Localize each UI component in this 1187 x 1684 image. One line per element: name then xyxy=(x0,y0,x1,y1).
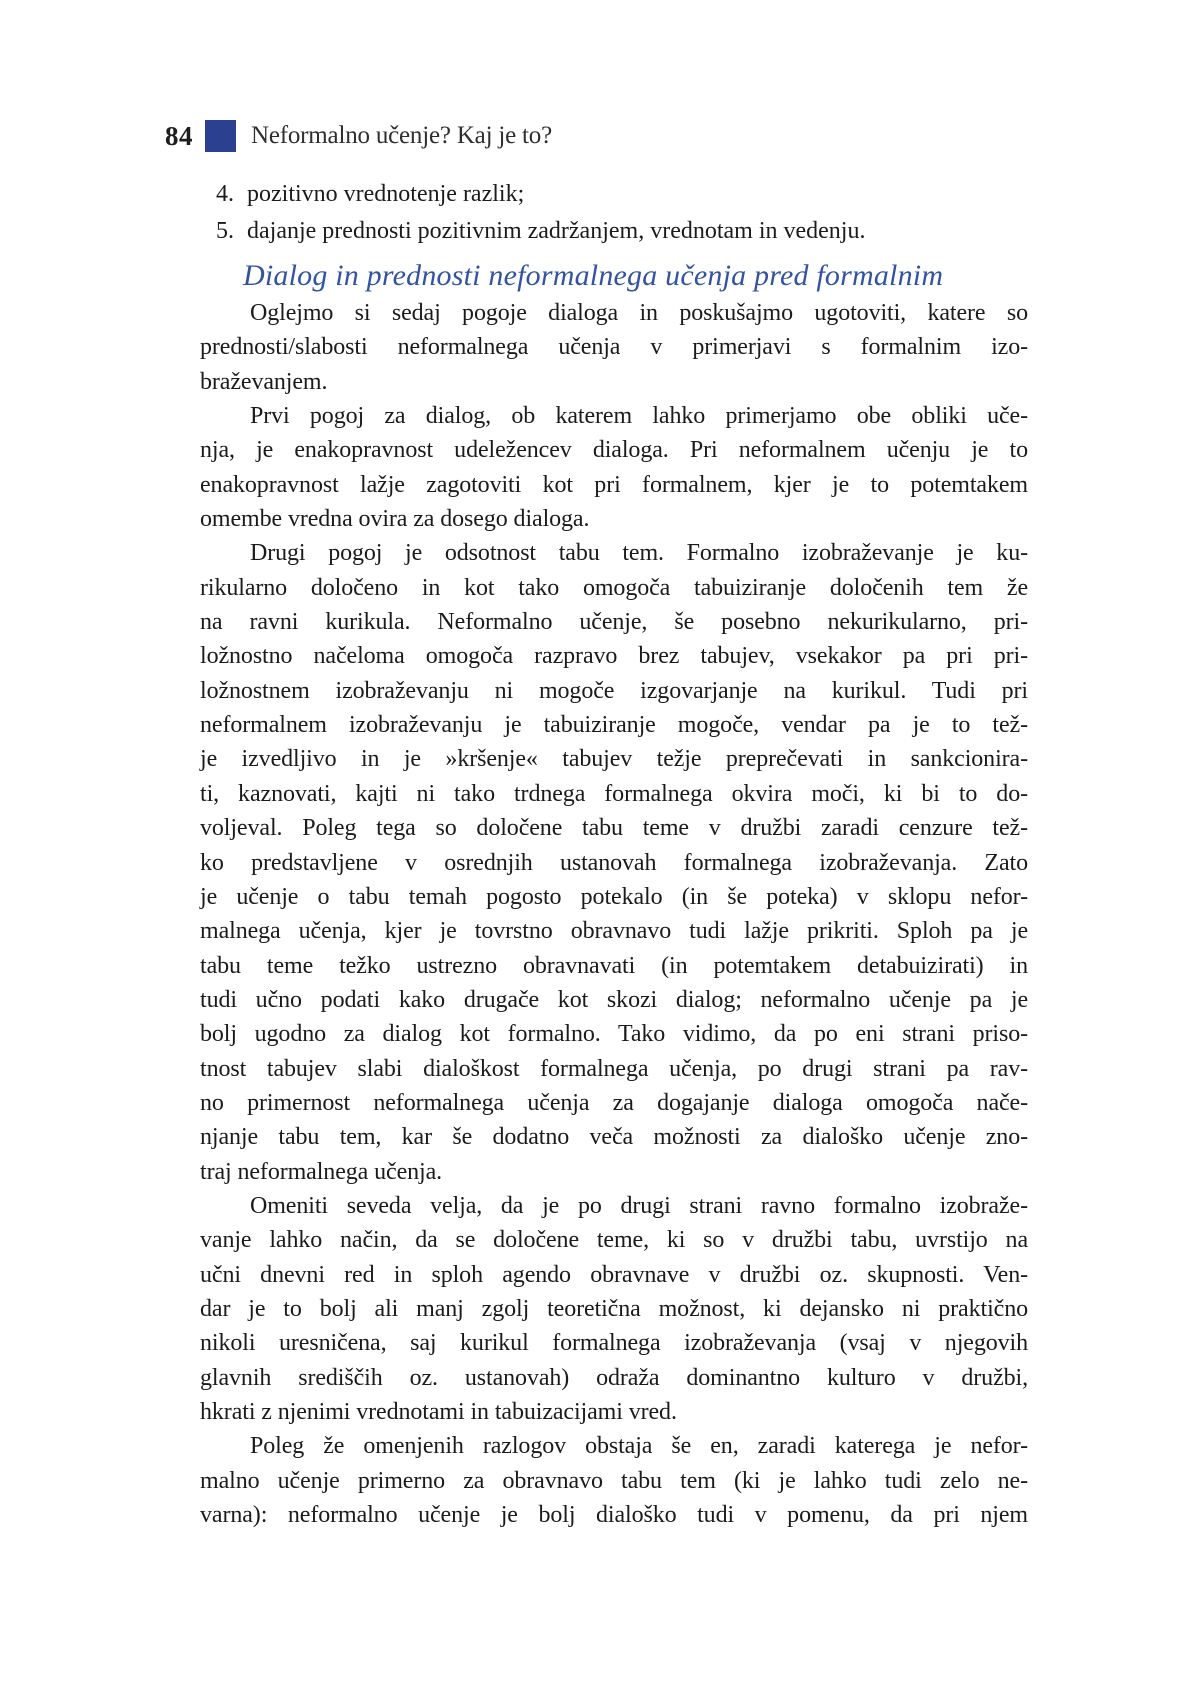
paragraph-line: tudi učno podati kako drugače kot skozi dialog; neformalno učenje pa je xyxy=(200,986,1028,1013)
paragraph-line: varna): neformalno učenje je bolj dialoško tudi v pomenu, da pri njem xyxy=(200,1502,1028,1529)
paragraph-line: traj neformalnega učenja. xyxy=(200,1158,443,1185)
paragraph-line: voljeval. Poleg tega so določene tabu teme v družbi zaradi cenzure tež- xyxy=(200,815,1028,842)
paragraph-line: Oglejmo si sedaj pogoje dialoga in poskušajmo ugotoviti, katere so xyxy=(250,300,1028,326)
paragraph-line: enakopravnost lažje zagotoviti kot pri formalnem, kjer je to potemtakem xyxy=(200,471,1028,498)
paragraph-line: učni dnevni red in sploh agendo obravnave v družbi oz. skupnosti. Ven- xyxy=(200,1261,1028,1288)
paragraph-line: Prvi pogoj za dialog, ob katerem lahko primerjamo obe obliki uče- xyxy=(250,403,1028,430)
paragraph-line: hkrati z njenimi vrednotami in tabuizacijami vred. xyxy=(200,1399,677,1425)
paragraph-line: Drugi pogoj je odsotnost tabu tem. Formalno izobraževanje je ku- xyxy=(250,540,1028,567)
paragraph-line: ko predstavljene v osrednjih ustanovah formalnega izobraževanja. Zato xyxy=(200,849,1028,876)
paragraph-line: malnega učenja, kjer je tovrstno obravnavo tudi lažje prikriti. Sploh pa je xyxy=(200,918,1028,945)
paragraph-line: Poleg že omenjenih razlogov obstaja še en, zaradi katerega je nefor- xyxy=(250,1433,1028,1460)
paragraph-line: nja, je enakopravnost udeležencev dialoga. Pri neformalnem učenju je to xyxy=(200,437,1028,464)
paragraph-line: nikoli uresničena, saj kurikul formalnega izobraževanja (vsaj v njegovih xyxy=(200,1330,1028,1357)
list-item-text: pozitivno vrednotenje razlik; xyxy=(247,181,525,207)
list-item-text: dajanje prednosti pozitivnim zadržanjem, vrednotam in vedenju. xyxy=(247,218,866,244)
paragraph-line: ložnostno načeloma omogoča razpravo brez tabujev, vsekakor pa pri pri- xyxy=(200,643,1028,670)
list-item xyxy=(200,176,1028,213)
list-item-number: 5. xyxy=(216,218,234,244)
paragraph-line: braževanjem. xyxy=(200,368,328,395)
paragraph-line: ti, kaznovati, kajti ni tako trdnega formalnega okvira moči, ki bi to do- xyxy=(200,780,1028,807)
paragraph-line: malno učenje primerno za obravnavo tabu tem (ki je lahko tudi zelo ne- xyxy=(200,1467,1028,1494)
page-content xyxy=(200,176,1028,1532)
paragraph-line: njanje tabu tem, kar še dodatno veča možnosti za dialoško učenje zno- xyxy=(200,1124,1028,1151)
paragraph-line: glavnih središčih oz. ustanovah) odraža dominantno kulturo v družbi, xyxy=(200,1364,1028,1391)
list-item-number: 4. xyxy=(216,181,234,207)
paragraph-line: je izvedljivo in je »kršenje« tabujev težje preprečevati in sankcionira- xyxy=(200,746,1028,773)
paragraph-line: dar je to bolj ali manj zgolj teoretična možnost, ki dejansko ni praktično xyxy=(200,1295,1028,1322)
paragraph-line: na ravni kurikula. Neformalno učenje, še posebno nekurikularno, pri- xyxy=(200,609,1028,636)
page-header xyxy=(165,119,552,153)
list-item xyxy=(200,213,1028,250)
paragraph-line: rikularno določeno in kot tako omogoča tabuiziranje določenih tem že xyxy=(200,574,1028,601)
chapter-square-icon xyxy=(205,120,236,152)
page-number: 84 xyxy=(165,120,193,151)
paragraph-line: ložnostnem izobraževanju ni mogoče izgovarjanje na kurikul. Tudi pri xyxy=(200,677,1028,704)
paragraph-line: tabu teme težko ustrezno obravnavati (in potemtakem detabuizirati) in xyxy=(200,952,1028,979)
paragraph-line: tnost tabujev slabi dialoškost formalnega učenja, po drugi strani pa rav- xyxy=(200,1055,1028,1082)
section-heading: Dialog in prednosti neformalnega učenja pred formalnim xyxy=(243,259,944,292)
paragraph-line: je učenje o tabu temah pogosto potekalo (in še poteka) v sklopu nefor- xyxy=(200,883,1028,910)
paragraph-line: Omeniti seveda velja, da je po drugi strani ravno formalno izobraže- xyxy=(250,1192,1028,1219)
numbered-list xyxy=(200,176,1028,250)
paragraph-line: vanje lahko način, da se določene teme, ki so v družbi tabu, uvrstijo na xyxy=(200,1227,1028,1254)
paragraph-line: bolj ugodno za dialog kot formalno. Tako vidimo, da po eni strani priso- xyxy=(200,1021,1028,1048)
paragraph-line: prednosti/slabosti neformalnega učenja v primerjavi s formalnim izo- xyxy=(200,334,1028,361)
running-header-title: Neformalno učenje? Kaj je to? xyxy=(251,122,552,149)
body-paragraphs xyxy=(200,296,1028,1532)
paragraph-line: no primernost neformalnega učenja za dogajanje dialoga omogoča nače- xyxy=(200,1089,1028,1116)
paragraph-line: omembe vredna ovira za dosego dialoga. xyxy=(200,506,590,533)
paragraph-line: neformalnem izobraževanju je tabuiziranje mogoče, vendar pa je to tež- xyxy=(200,712,1028,739)
